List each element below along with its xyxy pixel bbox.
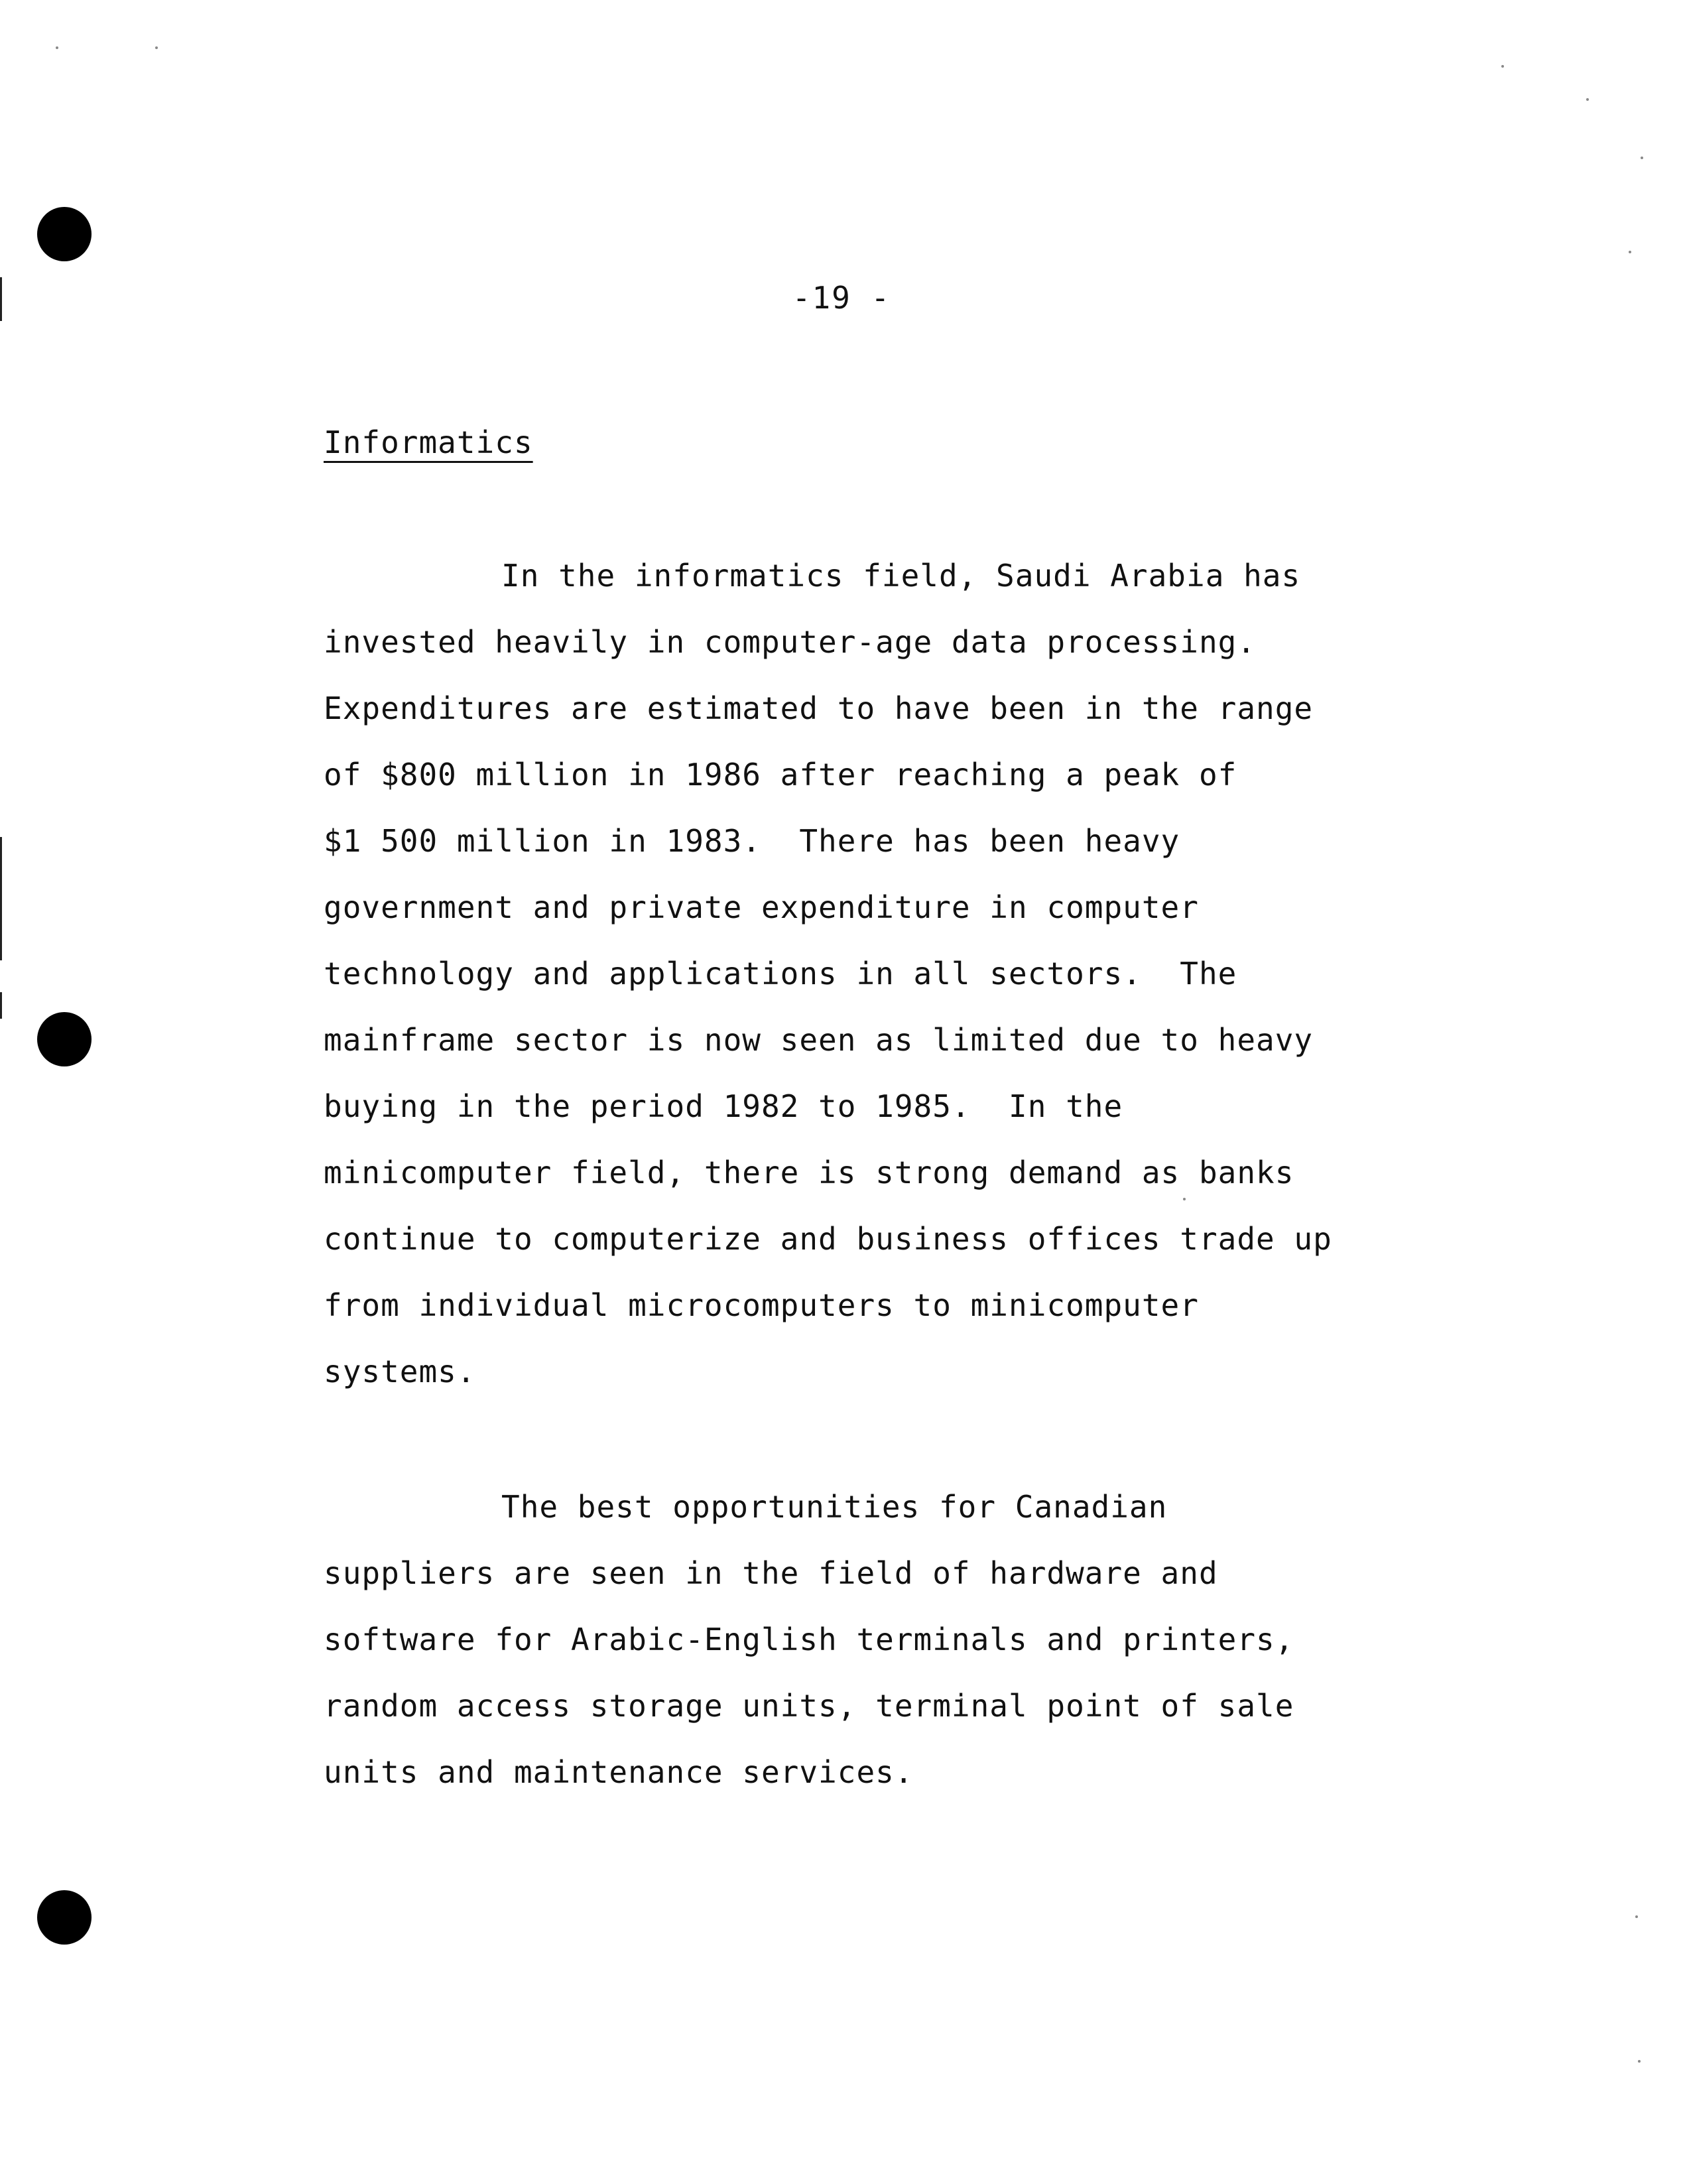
scan-speck	[1635, 1915, 1638, 1918]
page-number: -19 -	[792, 280, 891, 316]
paragraph-line: technology and applications in all sectors. The	[324, 956, 1237, 992]
paragraph-line: mainframe sector is now seen as limited due to heavy	[324, 1022, 1314, 1058]
paragraph-line: systems.	[324, 1354, 476, 1389]
paragraph-line: The best opportunities for Canadian	[501, 1489, 1168, 1525]
scan-speck	[1638, 2060, 1641, 2063]
scan-speck	[1629, 251, 1631, 253]
paragraph-line: from individual microcomputers to minicomputer	[324, 1287, 1199, 1323]
paragraph-line: buying in the period 1982 to 1985. In the	[324, 1088, 1123, 1124]
paragraph-line: Expenditures are estimated to have been in the range	[324, 690, 1314, 726]
paragraph-informatics-overview	[324, 543, 1451, 1405]
paragraph-line: minicomputer field, there is strong demand as banks	[324, 1155, 1294, 1190]
paragraph-canadian-opportunities	[324, 1474, 1451, 1805]
paragraph-line: government and private expenditure in computer	[324, 889, 1199, 925]
scan-edge-mark	[0, 992, 2, 1019]
scan-speck	[56, 46, 58, 49]
scan-speck	[1641, 157, 1643, 159]
punch-hole-middle	[37, 1012, 92, 1066]
punch-hole-bottom	[37, 1890, 92, 1945]
paragraph-line: suppliers are seen in the field of hardware and	[324, 1555, 1218, 1591]
paragraph-line: continue to computerize and business offices trade up	[324, 1221, 1332, 1257]
paragraph-line: software for Arabic-English terminals and printers,	[324, 1622, 1294, 1657]
paragraph-line: units and maintenance services.	[324, 1754, 914, 1790]
paragraph-line: of $800 million in 1986 after reaching a peak of	[324, 757, 1237, 793]
scan-speck	[1586, 98, 1589, 101]
section-heading: Informatics	[324, 424, 533, 460]
paragraph-line: invested heavily in computer-age data processing.	[324, 624, 1257, 660]
scan-speck	[155, 46, 158, 49]
scan-edge-mark	[0, 837, 2, 960]
scan-speck	[1501, 65, 1504, 68]
punch-hole-top	[37, 207, 92, 261]
paragraph-line: $1 500 million in 1983. There has been heavy	[324, 823, 1180, 859]
paragraph-line: random access storage units, terminal point of sale	[324, 1688, 1294, 1724]
paragraph-line: In the informatics field, Saudi Arabia has	[501, 558, 1301, 594]
